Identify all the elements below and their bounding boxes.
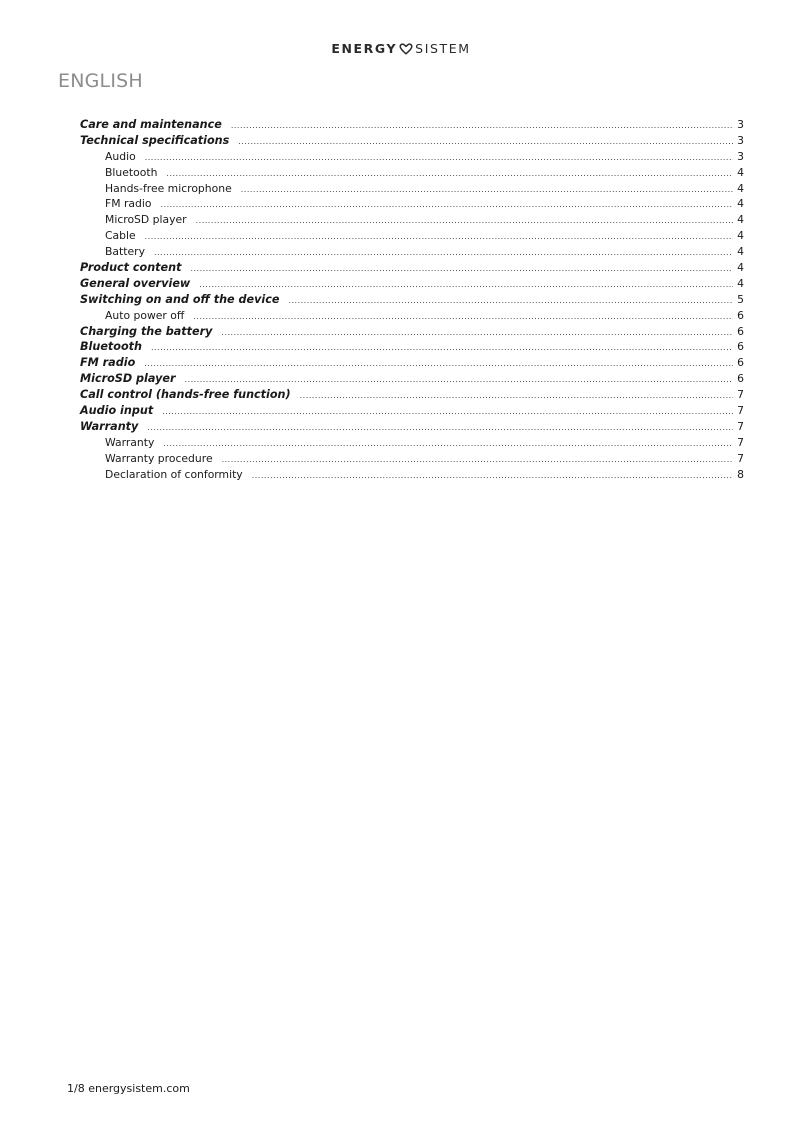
- toc-entry-page: 4: [737, 181, 744, 195]
- toc-entry-title: FM radio: [80, 356, 136, 370]
- toc-dot-leader: [190, 261, 733, 277]
- toc-dot-leader: [151, 340, 733, 356]
- toc-entry-title: Switching on and off the device: [80, 292, 280, 306]
- toc-dot-leader: [145, 229, 733, 245]
- toc-dot-leader: [288, 293, 733, 309]
- toc-dot-leader: [238, 134, 733, 150]
- brand-name-second: SISTEM: [415, 41, 471, 56]
- toc-dot-leader: [221, 325, 733, 341]
- toc-entry-page: 7: [737, 419, 744, 433]
- toc-entry[interactable]: [80, 387, 744, 403]
- toc-entry-page: 7: [737, 451, 744, 465]
- toc-dot-leader: [196, 213, 734, 229]
- toc-entry-page: 3: [737, 149, 744, 163]
- toc-entry[interactable]: [80, 133, 744, 149]
- toc-entry-page: 7: [737, 388, 744, 402]
- toc-entry-page: 6: [737, 308, 744, 322]
- toc-dot-leader: [166, 166, 733, 182]
- table-of-contents: [80, 117, 744, 482]
- toc-entry-page: 6: [737, 372, 744, 386]
- toc-entry-title: Battery: [105, 245, 145, 259]
- toc-entry-page: 4: [737, 165, 744, 179]
- toc-entry-page: 5: [737, 292, 744, 306]
- toc-entry-page: 4: [737, 261, 744, 275]
- brand-name-first: ENERGY: [331, 41, 398, 56]
- toc-entry-page: 8: [737, 467, 744, 481]
- toc-entry[interactable]: [80, 308, 744, 324]
- toc-entry[interactable]: [80, 403, 744, 419]
- toc-entry[interactable]: [80, 149, 744, 165]
- toc-entry-title: MicroSD player: [105, 213, 187, 227]
- toc-entry[interactable]: [80, 324, 744, 340]
- toc-entry[interactable]: [80, 355, 744, 371]
- toc-entry-page: 7: [737, 435, 744, 449]
- toc-entry-page: 6: [737, 324, 744, 338]
- toc-entry-title: Warranty: [80, 419, 139, 433]
- toc-entry-title: Warranty procedure: [105, 451, 213, 465]
- toc-dot-leader: [185, 372, 734, 388]
- toc-dot-leader: [145, 150, 733, 166]
- toc-entry-title: Care and maintenance: [80, 118, 222, 131]
- toc-entry[interactable]: [80, 260, 744, 276]
- toc-dot-leader: [300, 388, 734, 404]
- toc-entry-page: 6: [737, 356, 744, 370]
- toc-entry-title: Warranty: [105, 435, 155, 449]
- toc-entry[interactable]: [80, 276, 744, 292]
- toc-entry[interactable]: [80, 435, 744, 451]
- toc-entry-title: Audio input: [80, 404, 154, 418]
- toc-entry-title: Charging the battery: [80, 324, 213, 338]
- toc-dot-leader: [162, 404, 733, 420]
- toc-entry-title: Technical specifications: [80, 133, 230, 147]
- toc-entry-title: FM radio: [105, 197, 152, 211]
- toc-entry[interactable]: [80, 196, 744, 212]
- footer-page-info: 1/8 energysistem.com: [67, 1082, 190, 1095]
- brand-logo: [0, 41, 802, 56]
- toc-dot-leader: [147, 420, 733, 436]
- toc-entry-page: 4: [737, 245, 744, 259]
- toc-entry-page: 7: [737, 404, 744, 418]
- toc-entry-title: Audio: [105, 149, 136, 163]
- toc-entry-title: Product content: [80, 261, 182, 275]
- toc-entry[interactable]: [80, 165, 744, 181]
- toc-entry-page: 6: [737, 340, 744, 354]
- page-title: ENGLISH: [58, 70, 143, 92]
- toc-dot-leader: [144, 356, 733, 372]
- toc-entry[interactable]: [80, 451, 744, 467]
- toc-entry[interactable]: [80, 419, 744, 435]
- toc-entry[interactable]: [80, 339, 744, 355]
- toc-entry[interactable]: [80, 292, 744, 308]
- toc-dot-leader: [252, 468, 733, 484]
- heart-check-icon: [399, 43, 413, 55]
- toc-dot-leader: [241, 182, 733, 198]
- toc-entry[interactable]: [80, 181, 744, 197]
- toc-entry[interactable]: [80, 228, 744, 244]
- toc-entry-title: Bluetooth: [80, 340, 142, 354]
- toc-entry-page: 4: [737, 197, 744, 211]
- toc-entry-page: 3: [737, 133, 744, 147]
- toc-entry-title: Hands-free microphone: [105, 181, 232, 195]
- toc-entry-title: Auto power off: [105, 308, 185, 322]
- toc-entry-title: Declaration of conformity: [105, 467, 243, 481]
- toc-entry[interactable]: [80, 117, 744, 133]
- toc-dot-leader: [193, 309, 733, 325]
- toc-entry-title: MicroSD player: [80, 372, 176, 386]
- toc-entry[interactable]: [80, 244, 744, 260]
- toc-dot-leader: [163, 436, 733, 452]
- toc-entry-title: General overview: [80, 276, 191, 290]
- toc-dot-leader: [154, 245, 733, 261]
- toc-entry[interactable]: [80, 371, 744, 387]
- toc-entry-page: 4: [737, 213, 744, 227]
- toc-entry-page: 3: [737, 118, 744, 131]
- toc-dot-leader: [231, 118, 733, 134]
- toc-entry-title: Cable: [105, 229, 136, 243]
- toc-entry[interactable]: [80, 212, 744, 228]
- toc-dot-leader: [222, 452, 734, 468]
- toc-dot-leader: [160, 197, 733, 213]
- toc-entry-title: Bluetooth: [105, 165, 158, 179]
- toc-entry-page: 4: [737, 276, 744, 290]
- toc-dot-leader: [199, 277, 733, 293]
- toc-entry-title: Call control (hands-free function): [80, 388, 291, 402]
- toc-entry-page: 4: [737, 229, 744, 243]
- toc-entry[interactable]: [80, 467, 744, 483]
